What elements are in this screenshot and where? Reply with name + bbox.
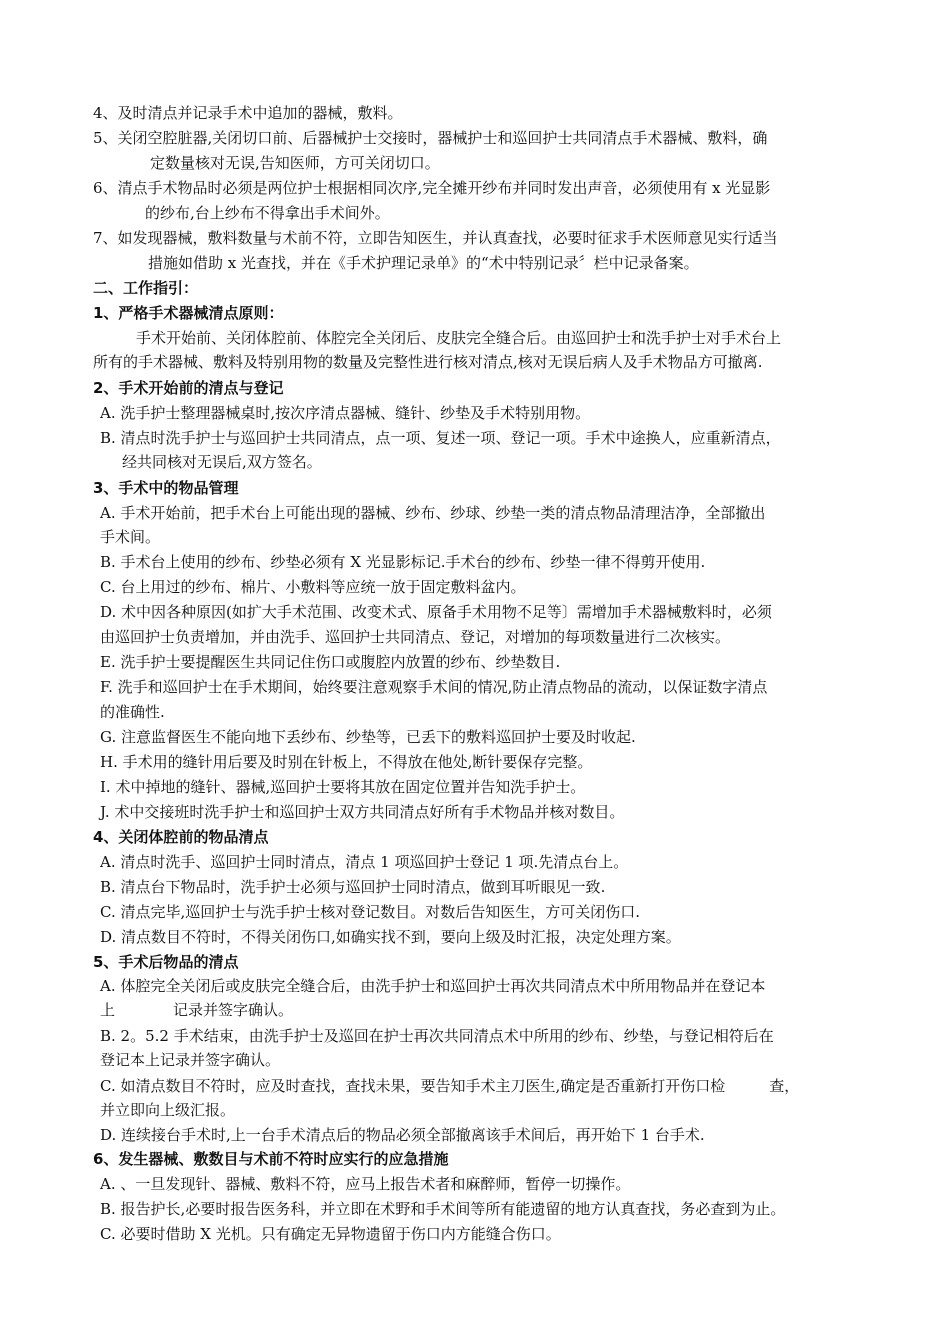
item-6c: C. 必要时借助 X 光机。只有确定无异物遗留于伤口内方能缝合伤口。	[100, 1225, 561, 1243]
item-7-line-1: 7、如发现器械，敷料数量与术前不符，立即告知医生，并认真查找，必要时征求手术医师意见实行适当	[93, 229, 778, 247]
item-3f-line-2: 的准确性.	[100, 703, 165, 721]
item-4a: A. 清点时洗手、巡回护士同时清点，清点 1 项巡回护士登记 1 项.先清点台上。	[100, 853, 629, 871]
item-7-line-2: 措施如借助 x 光查找，并在《手术护理记录单》的“术中特别记录〞栏中记录备案。	[148, 254, 699, 272]
item-3d-line-2: 由巡回护士负责增加，并由洗手、巡回护士共同清点、登记，对增加的每项数量进行二次核实。	[100, 628, 731, 646]
item-6a: A. 、一旦发现针、器械、敷料不符，应马上报告术者和麻醉师，暂停一切操作。	[100, 1175, 631, 1193]
heading-4: 4、关闭体腔前的物品清点	[93, 828, 269, 846]
heading-5: 5、手术后物品的清点	[93, 953, 239, 971]
item-3e: E. 洗手护士要提醒医生共同记住伤口或腹腔内放置的纱布、纱垫数目.	[100, 653, 561, 671]
item-5b-line-1: B. 2。5.2 手术结束，由洗手护士及巡回在护士再次共同清点术中所用的纱布、纱垫，与登记相符后在	[100, 1027, 774, 1045]
item-5c-line-1-part-1: C. 如清点数目不符时，应及时查找，查找未果，要告知手术主刀医生,确定是否重新打开伤口检	[100, 1077, 726, 1095]
item-5c-line-1	[100, 1076, 799, 1096]
item-3g: G. 注意监督医生不能向地下丢纱布、纱垫等，已丢下的敷料巡回护士要及时收起.	[100, 728, 636, 746]
item-5c-line-2: 并立即向上级汇报。	[100, 1101, 236, 1119]
item-4c: C. 清点完毕,巡回护士与洗手护士核对登记数目。对数后告知医生，方可关闭伤口.	[100, 903, 641, 921]
item-2b-line-2: 经共同核对无误后,双方签名。	[122, 453, 322, 471]
item-5-line-2: 定数量核对无误,告知医师，方可关闭切口。	[150, 154, 440, 172]
item-3b: B. 手术台上使用的纱布、纱垫必须有 X 光显影标记.手术台的纱布、纱垫一律不得剪开使用.	[100, 553, 706, 571]
heading-6: 6、发生器械、敷数目与术前不符时应实行的应急措施	[93, 1150, 449, 1168]
item-5a-line-2	[100, 1000, 293, 1020]
item-4b: B. 清点台下物品时，洗手护士必须与巡回护士同时清点，做到耳听眼见一致.	[100, 878, 606, 896]
item-5a-line-2-part-2: 记录并签字确认。	[173, 1001, 294, 1019]
item-3j: J. 术中交接班时洗手护士和巡回护士双方共同清点好所有手术物品并核对数目。	[100, 803, 625, 821]
item-3f-line-1: F. 洗手和巡回护士在手术期间，始终要注意观察手术间的情况,防止清点物品的流动，以保证数字清点	[100, 678, 768, 696]
item-5a-line-2-part-1: 上	[100, 1001, 116, 1019]
item-3c: C. 台上用过的纱布、棉片、小敷料等应统一放于固定敷料盆内。	[100, 578, 526, 596]
item-3d-line-1: D. 术中因各种原因(如扩大手术范围、改变术式、原备手术用物不足等〕需增加手术器械敷料时，必须	[100, 603, 772, 621]
item-5-line-1: 5、关闭空腔脏器,关闭切口前、后器械护士交接时，器械护士和巡回护士共同清点手术器械、敷料，确	[93, 129, 768, 147]
para-1-line-1: 手术开始前、关闭体腔前、体腔完全关闭后、皮肤完全缝合后。由巡回护士和洗手护士对手术台上	[136, 329, 782, 347]
item-6b: B. 报告护长,必要时报告医务科，并立即在术野和手术间等所有能遗留的地方认真查找，务必查到为止。	[100, 1200, 786, 1218]
item-4d: D. 清点数目不符时，不得关闭伤口,如确实找不到，要向上级及时汇报，决定处理方案。	[100, 928, 681, 946]
item-3i: I. 术中掉地的缝针、器械,巡回护士要将其放在固定位置并告知洗手护士。	[100, 778, 586, 796]
item-4: 4、及时清点并记录手术中追加的器械，敷料。	[93, 104, 403, 122]
heading-3: 3、手术中的物品管理	[93, 479, 239, 497]
para-1-line-2: 所有的手术器械、敷料及特别用物的数量及完整性进行核对清点,核对无误后病人及手术物品方可撤离.	[93, 353, 763, 371]
item-3a-line-1: A. 手术开始前，把手术台上可能出现的器械、纱布、纱球、纱垫一类的清点物品清理洁净，全部撤出	[100, 504, 766, 522]
item-3h: H. 手术用的缝针用后要及时别在针板上，不得放在他处,断针要保存完整。	[100, 753, 593, 771]
item-5b-line-2: 登记本上记录并签字确认。	[100, 1051, 281, 1069]
item-2b-line-1: B. 清点时洗手护士与巡回护士共同清点，点一项、复述一项、登记一项。手术中途换人，应重新清点，	[100, 429, 781, 447]
item-6-line-1: 6、清点手术物品时必须是两位护士根据相同次序,完全摊开纱布并同时发出声音，必须使用有 x 光显影	[93, 179, 771, 197]
item-5c-line-1-part-2: 查，	[769, 1077, 800, 1095]
item-5d: D. 连续接台手术时,上一台手术清点后的物品必须全部撤离该手术间后，再开始下 1 台手术.	[100, 1126, 705, 1144]
heading-1: 1、严格手术器械清点原则：	[93, 304, 284, 322]
item-6-line-2: 的纱布,台上纱布不得拿出手术间外。	[145, 204, 390, 222]
item-2a: A. 洗手护士整理器械桌时,按次序清点器械、缝针、纱垫及手术特别用物。	[100, 404, 591, 422]
section-work-guide-title: 二、工作指引：	[93, 279, 199, 297]
item-5a-line-1: A. 体腔完全关闭后或皮肤完全缝合后，由洗手护士和巡回护士再次共同清点术中所用物品并在登记本	[100, 977, 766, 995]
item-3a-line-2: 手术间。	[100, 528, 161, 546]
heading-2: 2、手术开始前的清点与登记	[93, 379, 284, 397]
